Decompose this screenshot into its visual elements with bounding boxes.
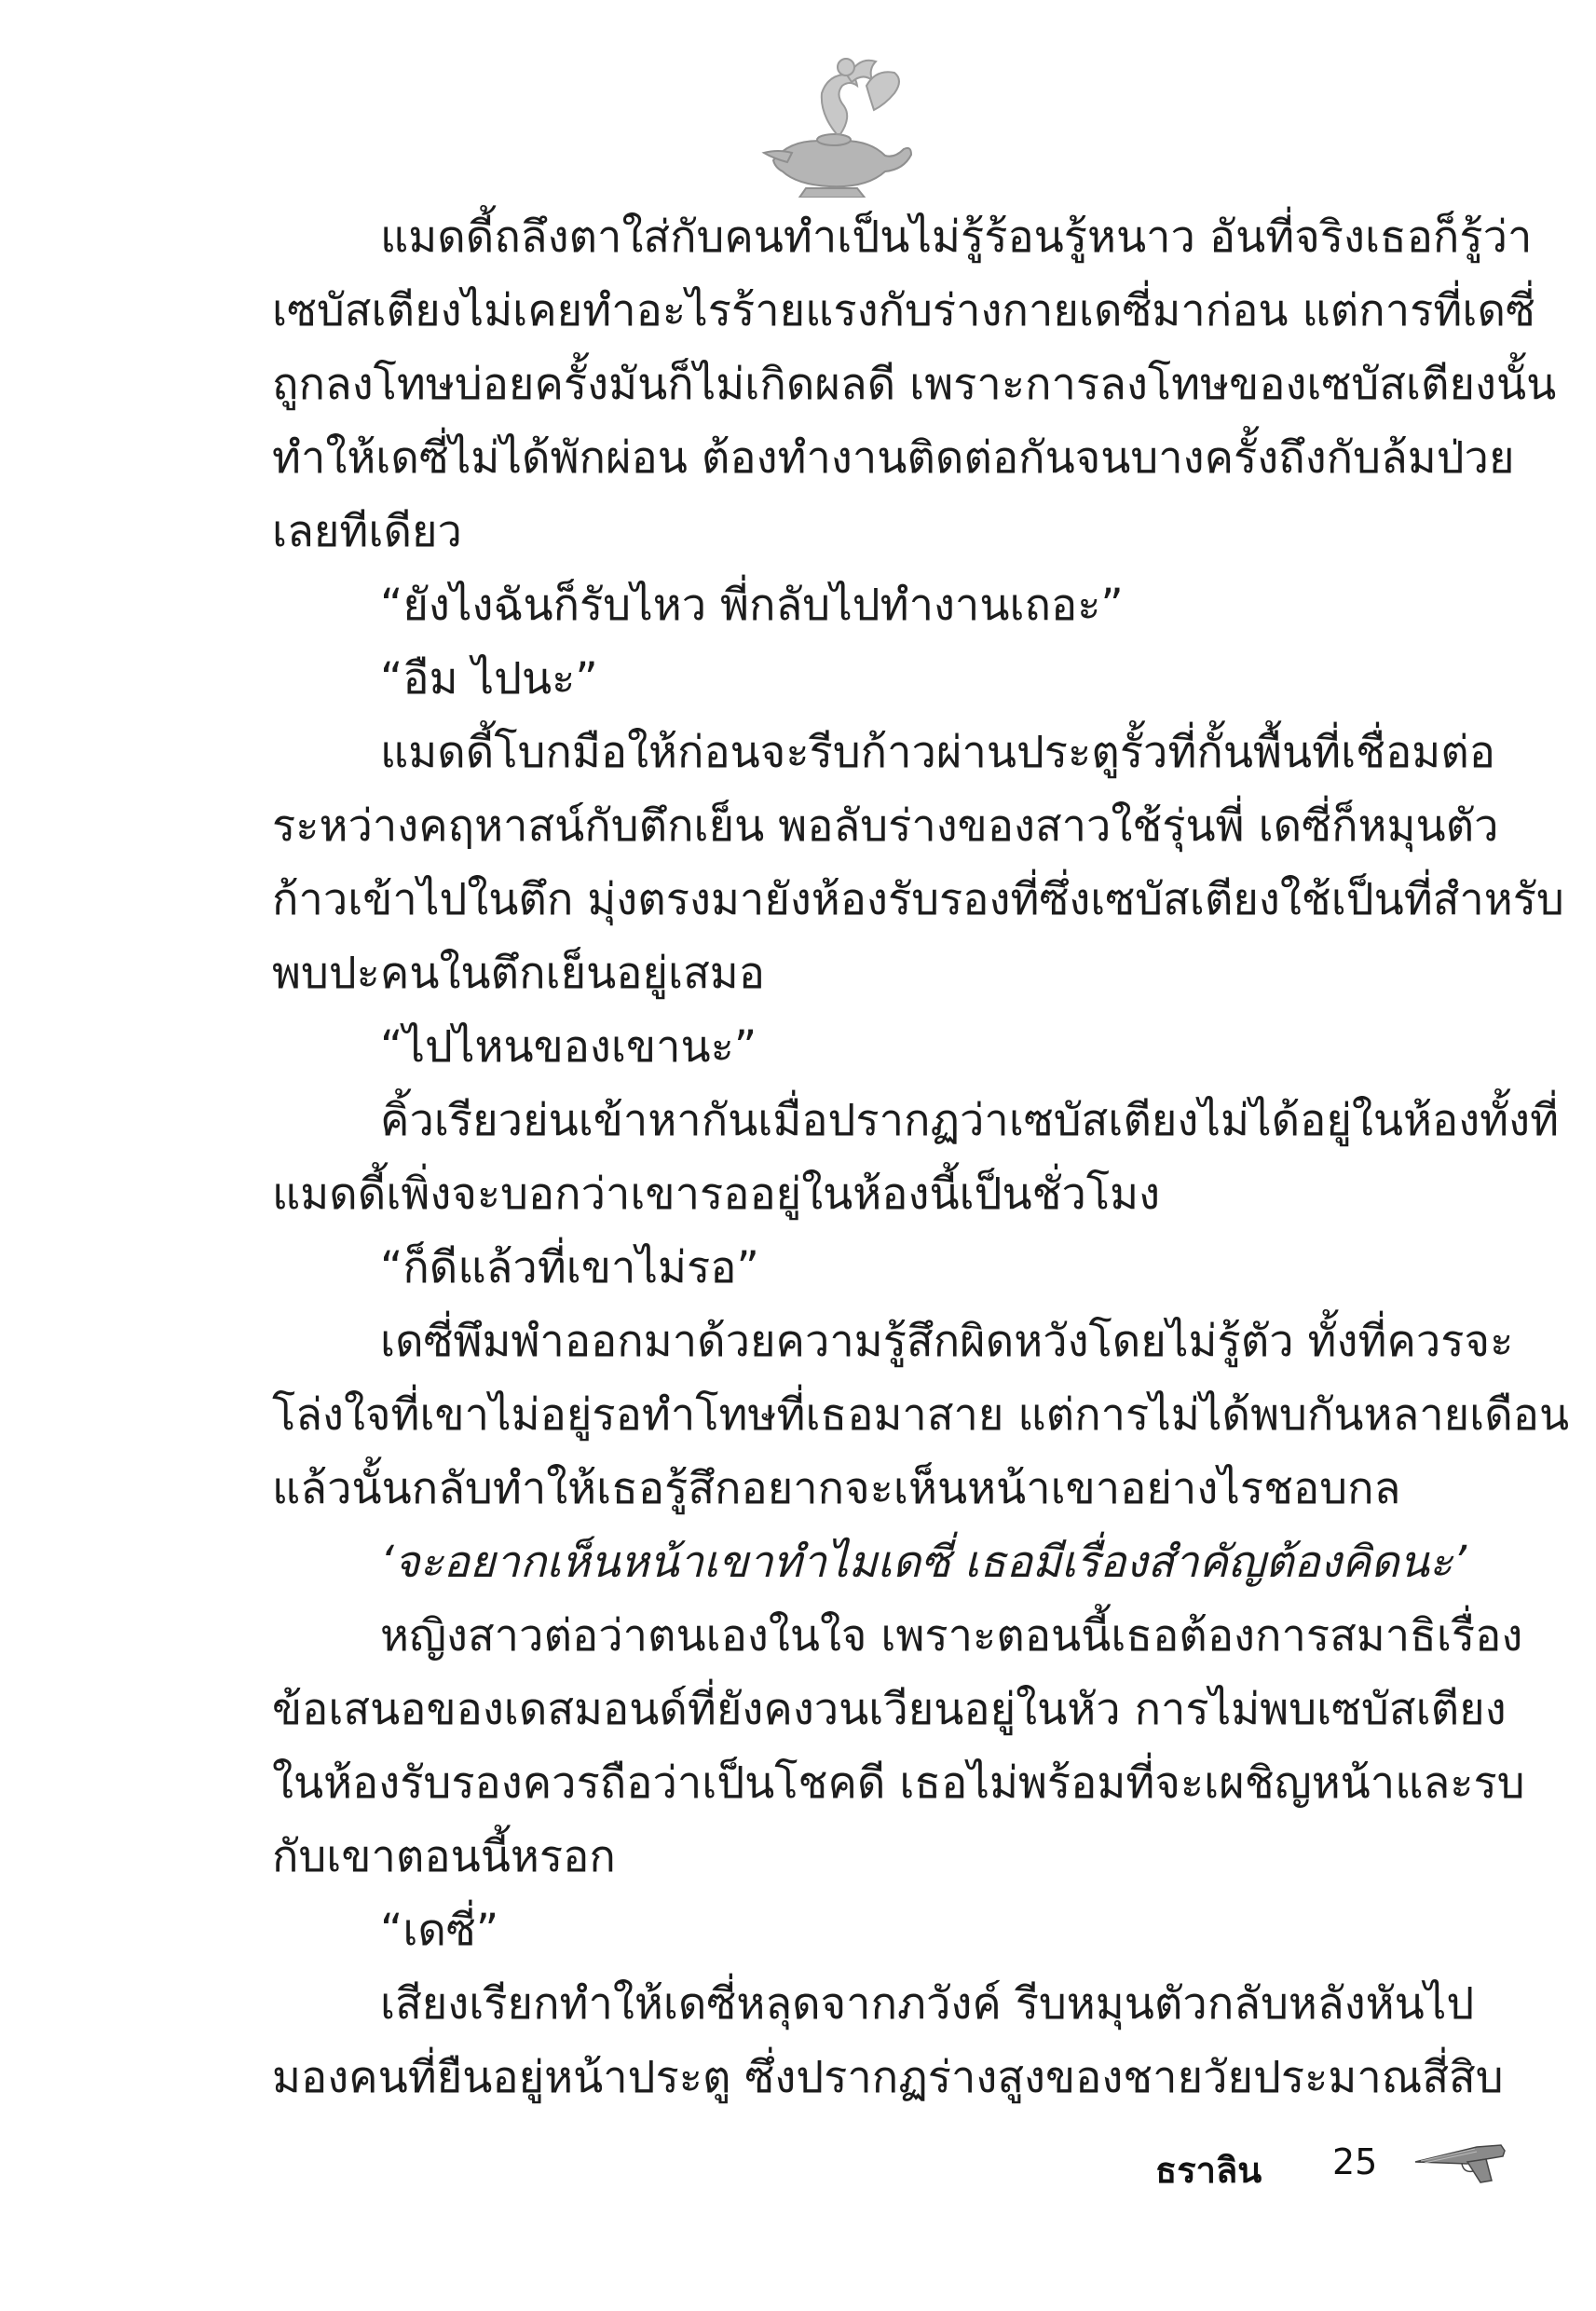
text-line: ‘จะอยากเห็นหน้าเขาทำไมเดซี่ เธอมีเรื่องสำคัญต้องคิดนะ’: [380, 1537, 1467, 1588]
text-line: แมดดี้โบกมือให้ก่อนจะรีบก้าวผ่านประตูรั้วที่กั้นพื้นที่เชื่อมต่อ: [380, 727, 1496, 778]
text-line: พบปะคนในตึกเย็นอยู่เสมอ: [272, 948, 765, 999]
text-line: เลยทีเดียว: [272, 506, 462, 557]
text-line: แมดดี้ถลึงตาใส่กับคนทำเป็นไม่รู้ร้อนรู้หนาว อันที่จริงเธอก็รู้ว่า: [380, 212, 1533, 263]
text-line: เดซี่พึมพำออกมาด้วยความรู้สึกผิดหวังโดยไม่รู้ตัว ทั้งที่ควรจะ: [380, 1316, 1514, 1367]
text-line: ทำให้เดซี่ไม่ได้พักผ่อน ต้องทำงานติดต่อกันจนบางครั้งถึงกับล้มป่วย: [272, 432, 1515, 484]
text-line: เซบัสเตียงไม่เคยทำอะไรร้ายแรงกับร่างกายเดซี่มาก่อน แต่การที่เดซี่: [272, 285, 1535, 336]
text-line: ในห้องรับรองควรถือว่าเป็นโชคดี เธอไม่พร้อมที่จะเผชิญหน้าและรบ: [272, 1757, 1525, 1809]
text-line: “ยังไงฉันก็รับไหว พี่กลับไปทำงานเถอะ”: [380, 580, 1124, 631]
text-line: กับเขาตอนนี้หรอก: [272, 1831, 616, 1882]
text-line: ก้าวเข้าไปในตึก มุ่งตรงมายังห้องรับรองที่ซึ่งเซบัสเตียงใช้เป็นที่สำหรับ: [272, 874, 1564, 925]
page-footer: [1155, 2125, 1528, 2199]
text-line: มองคนที่ยืนอยู่หน้าประตู ซึ่งปรากฏร่างสูงของชายวัยประมาณสี่สิบ: [272, 2052, 1504, 2103]
text-line: เสียงเรียกทำให้เดซี่หลุดจากภวังค์ รีบหมุนตัวกลับหลังหันไป: [380, 1978, 1475, 2030]
text-line: โล่งใจที่เขาไม่อยู่รอทำโทษที่เธอมาสาย แต่การไม่ได้พบกันหลายเดือน: [272, 1389, 1570, 1441]
text-line: “เดซี่”: [380, 1905, 499, 1956]
page-number: 25: [1332, 2141, 1378, 2182]
text-line: ข้อเสนอของเดสมอนด์ที่ยังคงวนเวียนอยู่ในหัว การไม่พบเซบัสเตียง: [272, 1684, 1507, 1735]
text-line: แมดดี้เพิ่งจะบอกว่าเขารออยู่ในห้องนี้เป็นชั่วโมง: [272, 1169, 1161, 1220]
text-line: “ก็ดีแล้วที่เขาไม่รอ”: [380, 1242, 759, 1293]
magic-lamp-icon: [755, 48, 922, 198]
pistol-icon: [1412, 2134, 1514, 2190]
text-line: ถูกลงโทษบ่อยครั้งมันก็ไม่เกิดผลดี เพราะการลงโทษของเซบัสเตียงนั้น: [272, 359, 1557, 410]
text-line: คิ้วเรียวย่นเข้าหากันเมื่อปรากฏว่าเซบัสเตียงไม่ได้อยู่ในห้องทั้งที่: [380, 1095, 1560, 1146]
text-line: หญิงสาวต่อว่าตนเองในใจ เพราะตอนนี้เธอต้องการสมาธิเรื่อง: [380, 1610, 1523, 1661]
text-line: ระหว่างคฤหาสน์กับตึกเย็น พอลับร่างของสาวใช้รุ่นพี่ เดซี่ก็หมุนตัว: [272, 800, 1499, 852]
text-line: “ไปไหนของเขานะ”: [380, 1021, 757, 1073]
text-line: แล้วนั้นกลับทำให้เธอรู้สึกอยากจะเห็นหน้าเขาอย่างไรชอบกล: [272, 1463, 1401, 1514]
text-line: “อืม ไปนะ”: [380, 653, 598, 704]
body-text: [272, 200, 1570, 2114]
author-name: ธราลิน: [1155, 2150, 1262, 2191]
